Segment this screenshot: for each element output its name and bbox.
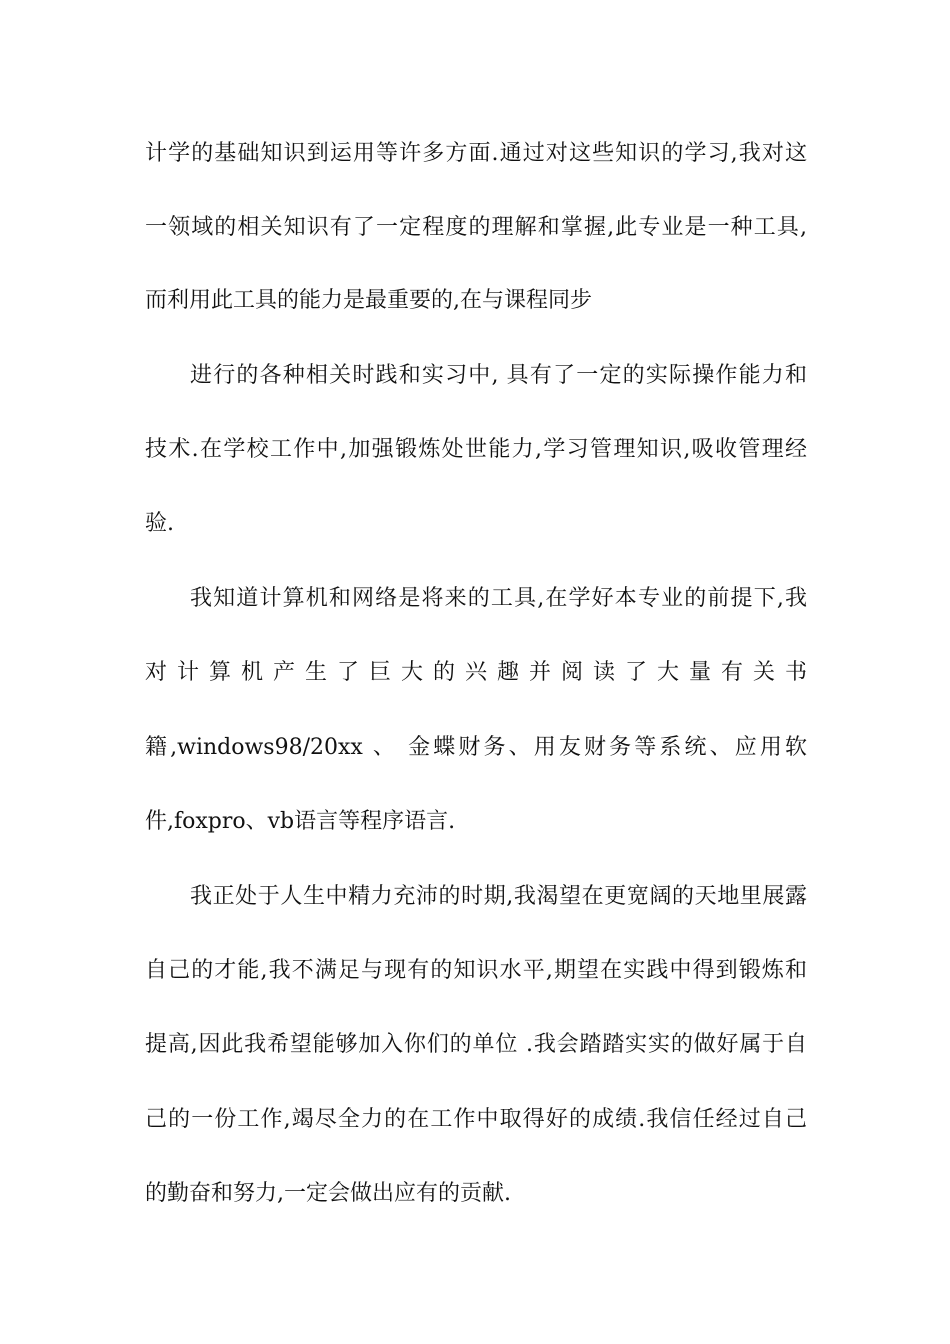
text-line: 技术.在学校工作中,加强锻炼处世能力,学习管理知识,吸收管理经 [145,437,807,462]
text-line: 而利用此工具的能力是最重要的,在与课程同步 [145,288,592,313]
text-line: 计学的基础知识到运用等许多方面.通过对这些知识的学习,我对这 [145,141,807,166]
text-line: 对计算机产生了巨大的兴趣并阅读了大量有关书 [145,660,807,685]
text-line: 提高,因此我希望能够加入你们的单位 .我会踏踏实实的做好属于自 [145,1032,807,1057]
text-line: 籍,windows98/20xx 、 金蝶财务、用友财务等系统、应用软 [145,735,807,760]
paragraph-first-line: 进行的各种相关时践和实习中, 具有了一定的实际操作能力和 [190,363,807,388]
text-line: 己的一份工作,竭尽全力的在工作中取得好的成绩.我信任经过自己 [145,1107,807,1132]
text-line: 的勤奋和努力,一定会做出应有的贡献. [145,1181,511,1206]
text-line: 一领域的相关知识有了一定程度的理解和掌握,此专业是一种工具, [145,215,807,240]
paragraph-first-line: 我正处于人生中精力充沛的时期,我渴望在更宽阔的天地里展露 [190,884,807,909]
paragraph-first-line: 我知道计算机和网络是将来的工具,在学好本专业的前提下,我 [190,586,807,611]
text-line: 件,foxpro、vb语言等程序语言. [145,809,456,834]
text-line: 自己的才能,我不满足与现有的知识水平,期望在实践中得到锻炼和 [145,958,807,983]
text-line: 验. [145,511,174,536]
